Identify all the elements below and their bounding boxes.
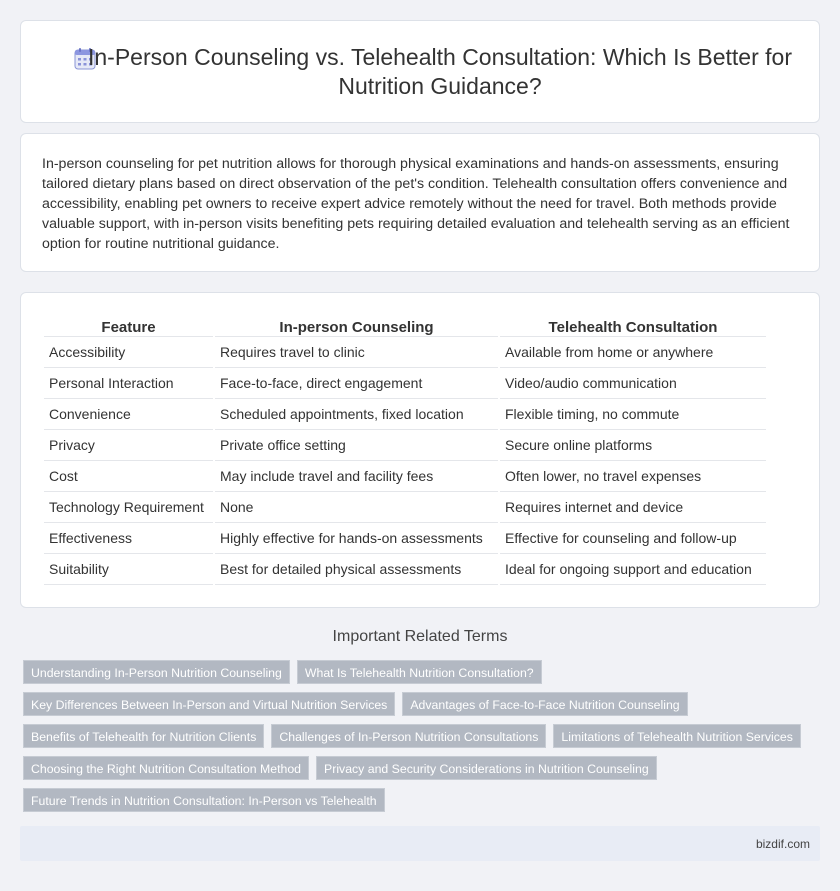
- in-person-cell: Highly effective for hands-on assessments: [215, 523, 498, 554]
- related-tags-row: [23, 660, 542, 686]
- table-row: [44, 430, 766, 461]
- telehealth-cell: Requires internet and device: [500, 492, 766, 523]
- in-person-cell: May include travel and facility fees: [215, 461, 498, 492]
- table-header-row: [44, 315, 766, 337]
- comparison-card: [20, 292, 820, 608]
- in-person-cell: Scheduled appointments, fixed location: [215, 399, 498, 430]
- telehealth-cell: Video/audio communication: [500, 368, 766, 399]
- feature-cell: Technology Requirement: [44, 492, 213, 523]
- feature-cell: Accessibility: [44, 337, 213, 368]
- in-person-cell: Private office setting: [215, 430, 498, 461]
- telehealth-cell: Flexible timing, no commute: [500, 399, 766, 430]
- in-person-cell: Requires travel to clinic: [215, 337, 498, 368]
- header-telehealth: Telehealth Consultation: [500, 315, 766, 337]
- feature-cell: Privacy: [44, 430, 213, 461]
- footer-site-link[interactable]: bizdif.com: [755, 837, 810, 851]
- header-feature: Feature: [44, 315, 213, 337]
- feature-cell: Personal Interaction: [44, 368, 213, 399]
- summary-card: [20, 133, 820, 272]
- related-tag-link[interactable]: Limitations of Telehealth Nutrition Services: [553, 724, 800, 748]
- in-person-cell: Face-to-face, direct engagement: [215, 368, 498, 399]
- telehealth-cell: Effective for counseling and follow-up: [500, 523, 766, 554]
- in-person-cell: Best for detailed physical assessments: [215, 554, 498, 585]
- table-row: [44, 337, 766, 368]
- feature-cell: Suitability: [44, 554, 213, 585]
- telehealth-cell: Ideal for ongoing support and education: [500, 554, 766, 585]
- page-title: In-Person Counseling vs. Telehealth Consultation: Which Is Better for Nutrition Guidance?: [88, 44, 792, 99]
- telehealth-cell: Secure online platforms: [500, 430, 766, 461]
- feature-cell: Cost: [44, 461, 213, 492]
- table-row: [44, 554, 766, 585]
- footer: [20, 826, 820, 861]
- related-tag-link[interactable]: Choosing the Right Nutrition Consultation Method: [23, 756, 309, 780]
- related-tags-row: [23, 724, 801, 750]
- feature-cell: Convenience: [44, 399, 213, 430]
- table-row: [44, 399, 766, 430]
- telehealth-cell: Available from home or anywhere: [500, 337, 766, 368]
- related-tag-link[interactable]: Advantages of Face-to-Face Nutrition Counseling: [402, 692, 687, 716]
- telehealth-cell: Often lower, no travel expenses: [500, 461, 766, 492]
- related-tag-link[interactable]: What Is Telehealth Nutrition Consultation?: [297, 660, 542, 684]
- related-tag-link[interactable]: Key Differences Between In-Person and Virtual Nutrition Services: [23, 692, 395, 716]
- header-in-person: In-person Counseling: [215, 315, 498, 337]
- related-tag-link[interactable]: Challenges of In-Person Nutrition Consultations: [271, 724, 546, 748]
- related-tags-row: [23, 756, 657, 782]
- related-tags-row: [23, 788, 385, 814]
- related-tag-link[interactable]: Benefits of Telehealth for Nutrition Clients: [23, 724, 264, 748]
- in-person-cell: None: [215, 492, 498, 523]
- summary-text: In-person counseling for pet nutrition allows for thorough physical examinations and hands-on assessments, ensuring tailored dietary plans based on direct observation of the pet's condition. Telehealth consultation offers convenience and accessibility, enabling pet owners to receive expert advice remotely without the need for travel. Both methods provide valuable support, with in-person visits benefiting pets requiring detailed evaluation and telehealth serving as an efficient option for routine nutritional guidance.: [42, 156, 790, 252]
- table-row: [44, 523, 766, 554]
- table-row: [44, 461, 766, 492]
- related-tag-link[interactable]: Understanding In-Person Nutrition Counseling: [23, 660, 290, 684]
- feature-cell: Effectiveness: [44, 523, 213, 554]
- related-terms-heading: Important Related Terms: [332, 628, 508, 645]
- title-card: [20, 20, 820, 123]
- related-tag-link[interactable]: Future Trends in Nutrition Consultation: In-Person vs Telehealth: [23, 788, 385, 812]
- comparison-table: [42, 315, 768, 585]
- related-tag-link[interactable]: Privacy and Security Considerations in Nutrition Counseling: [316, 756, 657, 780]
- related-tags-row: [23, 692, 688, 718]
- table-row: [44, 368, 766, 399]
- table-row: [44, 492, 766, 523]
